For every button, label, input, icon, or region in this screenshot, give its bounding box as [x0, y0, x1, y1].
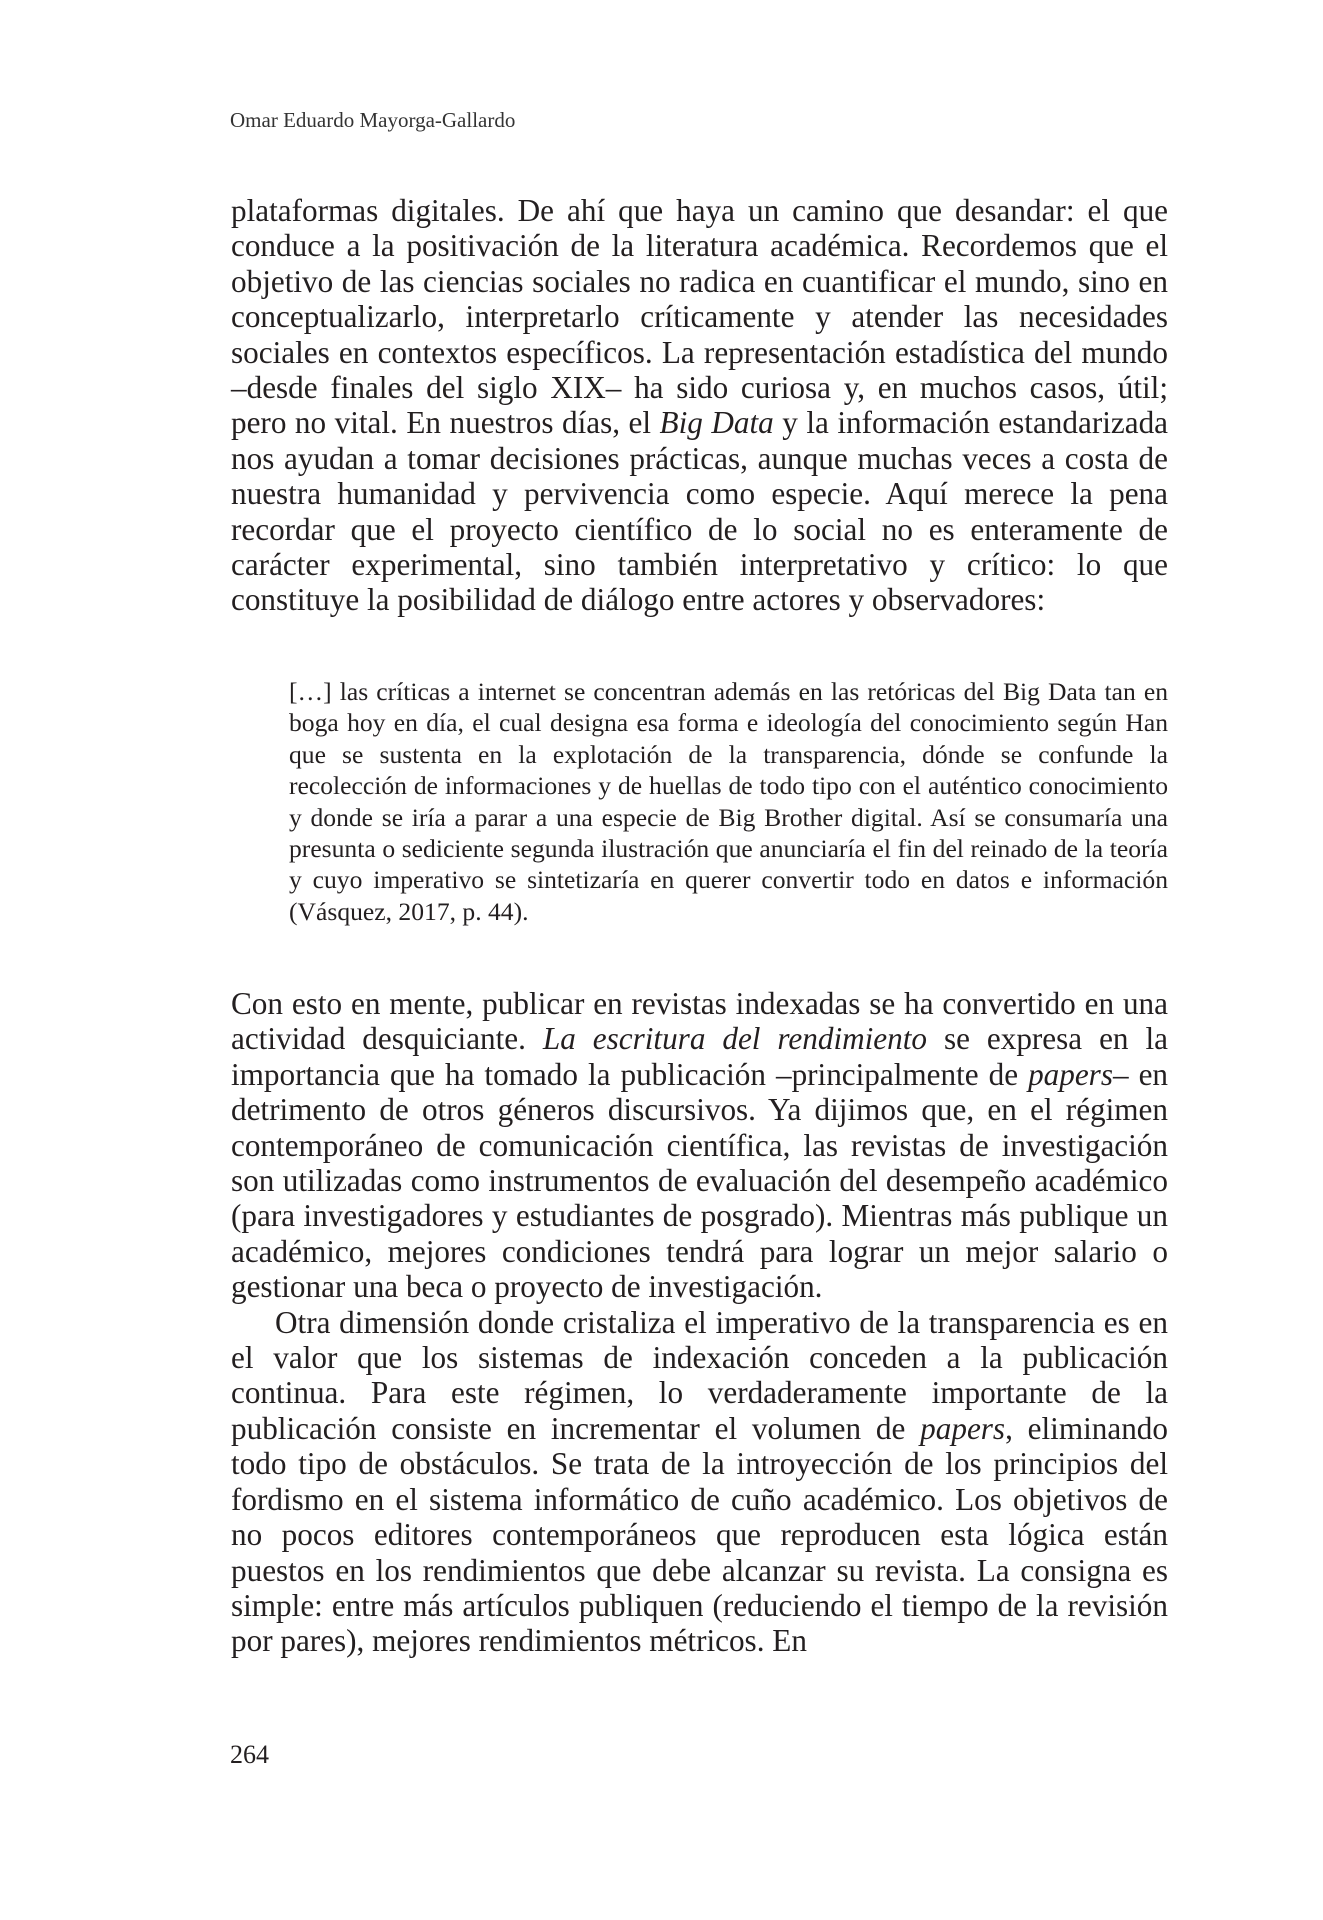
italic-term-papers-2: papers: [920, 1410, 1006, 1446]
paragraph-1: plataformas digitales. De ahí que haya un camino que desandar: el que conduce a la positivación de la literatura académica. Recordemos que el objetivo de las ciencias sociales no radica en cuantificar el mundo, sino en conceptualizarlo, interpretarlo críticamente y atender las necesidades sociales en contextos específicos. La representación estadística del mundo –desde finales del siglo XIX– ha sido curiosa y, en muchos casos, útil; pero no vital. En nuestros días, el Big Data y la información estandarizada nos ayudan a tomar decisiones prácticas, aunque muchas veces a costa de nuestra humanidad y pervivencia como especie. Aquí merece la pena recordar que el proyecto científico de lo social no es enteramente de carácter experimental, sino también interpretativo y crítico: lo que constituye la posibilidad de diálogo entre actores y observadores:: [231, 193, 1169, 618]
italic-title: La escritura del rendimiento: [542, 1021, 927, 1057]
block-quote: […] las críticas a internet se concentran además en las retóricas del Big Data tan en boga hoy en día, el cual designa esa forma e ideología del conocimiento según Han que se sustenta en la explotación de la transparencia, dónde se confunde la recolección de informaciones y de huellas de todo tipo con el auténtico conocimiento y donde se iría a parar a una especie de Big Brother digital. Así se consumaría una presunta o sediciente segunda ilustración que anunciaría el fin del reinado de la teoría y cuyo imperativo se sintetizaría en querer convertir todo en datos e información (Vásquez, 2017, p. 44).: [289, 677, 1168, 926]
italic-term-big-data: Big Data: [659, 405, 774, 441]
paragraph-3: Otra dimensión donde cristaliza el imperativo de la transparencia es en el valor que los sistemas de indexación conceden a la publicación continua. Para este régimen, lo verdaderamente importante de la publicación consiste en incrementar el volumen de papers, eliminando todo tipo de obstáculos. Se trata de la introyección de los principios del fordismo en el sistema informático de cuño académico. Los objetivos de no pocos editores contemporáneos que reproducen esta lógica están puestos en los rendimientos que debe alcanzar su revista. La consigna es simple: entre más artículos publiquen (reduciendo el tiempo de la revisión por pares), mejores rendimientos métricos. En: [231, 1304, 1168, 1659]
italic-term-papers: papers: [1028, 1056, 1113, 1092]
running-head-author: Omar Eduardo Mayorga-Gallardo: [230, 108, 516, 132]
paragraph-2: Con esto en mente, publicar en revistas indexadas se ha convertido en una actividad desquiciante. La escritura del rendimiento se expresa en la importancia que ha tomado la publicación –principalmente de papers– en detrimento de otros géneros discursivos. Ya dijimos que, en el régimen contemporáneo de comunicación científica, las revistas de investigación son utilizadas como instrumentos de evaluación del desempeño académico (para investigadores y estudiantes de posgrado). Mientras más publique un académico, mejores condiciones tendrá para lograr un mejor salario o gestionar una beca o proyecto de investigación.: [231, 986, 1169, 1305]
body-text-bottom: [231, 986, 1168, 1659]
page-number: 264: [230, 1740, 269, 1769]
body-text-top: [231, 193, 1168, 618]
